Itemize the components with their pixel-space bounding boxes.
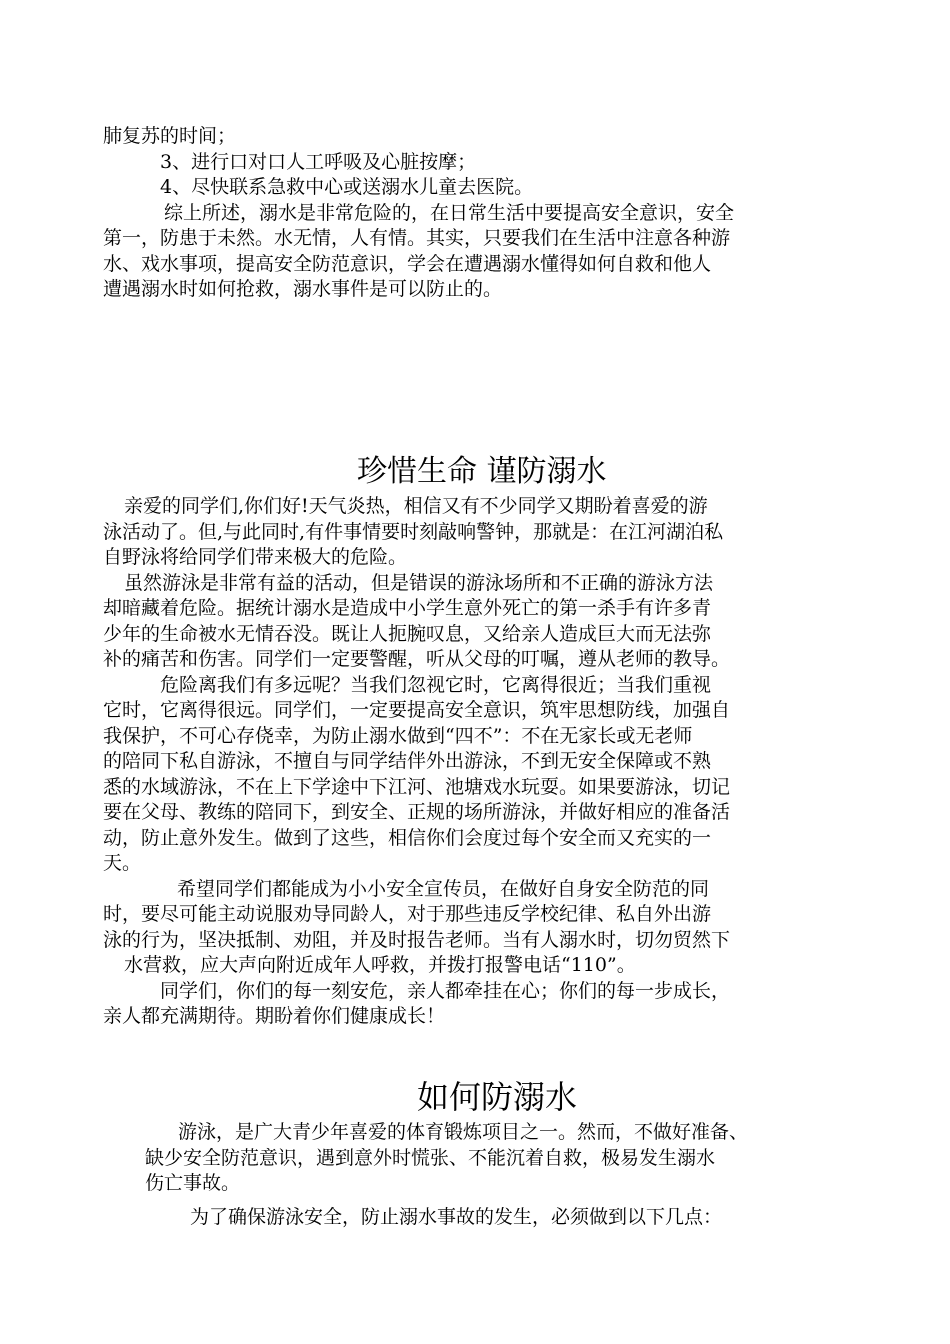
text-line: 综上所述，溺水是非常危险的，在日常生活中要提高安全意识，安全 <box>164 201 735 224</box>
section-title: 如何防溺水 <box>417 1078 578 1116</box>
text-line: 水营救，应大声向附近成年人呼救，并拨打报警电话“110”。 <box>124 954 636 976</box>
text-line: 自野泳将给同学们带来极大的危险。 <box>103 546 408 568</box>
text-line: 同学们，你们的每一刻安危，亲人都牵挂在心；你们的每一步成长， <box>160 979 731 1002</box>
text-line: 亲人都充满期待。期盼着你们健康成长！ <box>103 1005 446 1027</box>
section-body <box>103 494 808 1030</box>
text-line: 为了确保游泳安全，防止溺水事故的发生，必须做到以下几点： <box>190 1205 723 1228</box>
text-line: 伤亡事故。 <box>145 1172 241 1194</box>
text-line: 游泳，是广大青少年喜爱的体育锻炼项目之一。然而，不做好准备、 <box>178 1121 749 1143</box>
text-line: 水、戏水事项，提高安全防范意识，学会在遭遇溺水懂得如何自救和他人 <box>103 252 712 275</box>
text-line: 遭遇溺水时如何抢救，溺水事件是可以防止的。 <box>103 278 503 300</box>
text-line: 要在父母、教练的陪同下，到安全、正规的场所游泳，并做好相应的准备活 <box>103 801 731 823</box>
text-line: 缺少安全防范意识，遇到意外时慌张、不能沉着自救，极易发生溺水 <box>145 1146 716 1169</box>
text-line: 少年的生命被水无情吞没。既让人扼腕叹息，又给亲人造成巨大而无法弥 <box>103 622 712 645</box>
text-line: 希望同学们都能成为小小安全宣传员，在做好自身安全防范的同 <box>177 877 710 900</box>
section-body <box>145 1120 825 1230</box>
text-line: 肺复苏的时间； <box>103 125 237 147</box>
text-line: 动，防止意外发生。做到了这些，相信你们会度过每个安全而又充实的一 <box>103 826 712 849</box>
text-line: 亲爱的同学们,你们好!天气炎热，相信又有不少同学又期盼着喜爱的游 <box>124 495 708 517</box>
text-line: 泳的行为，坚决抵制、劝阻，并及时报告老师。当有人溺水时，切勿贸然下 <box>103 928 731 951</box>
text-line: 它时，它离得很远。同学们，一定要提高安全意识，筑牢思想防线，加强自 <box>103 699 731 721</box>
text-line: 的陪同下私自游泳，不擅自与同学结伴外出游泳，不到无安全保障或不熟 <box>103 750 712 772</box>
text-line: 时，要尽可能主动说服劝导同龄人，对于那些违反学校纪律、私自外出游 <box>103 903 712 925</box>
text-line: 我保护，不可心存侥幸，为防止溺水做到“四不”：不在无家长或无老师 <box>103 724 693 747</box>
section-title: 珍惜生命 谨防溺水 <box>357 454 607 489</box>
text-line: 补的痛苦和伤害。同学们一定要警醒，听从父母的叮嘱，遵从老师的教导。 <box>103 648 731 670</box>
text-line: 虽然游泳是非常有益的活动，但是错误的游泳场所和不正确的游泳方法 <box>124 571 714 594</box>
text-line: 悉的水域游泳，不在上下学途中下江河、池塘戏水玩耍。如果要游泳，切记 <box>103 775 731 798</box>
text-line: 4、尽快联系急救中心或送溺水儿童去医院。 <box>160 176 534 198</box>
text-line: 却暗藏着危险。据统计溺水是造成中小学生意外死亡的第一杀手有许多青 <box>103 597 712 619</box>
text-line: 第一，防患于未然。水无情，人有情。其实，只要我们在生活中注意各种游 <box>103 227 731 249</box>
text-line: 3、进行口对口人工呼吸及心脏按摩； <box>160 150 477 173</box>
text-line: 泳活动了。但,与此同时,有件事情要时刻敲响警钟，那就是：在江河湖泊私 <box>103 520 724 543</box>
closing-paragraph-block <box>103 124 808 303</box>
text-line: 危险离我们有多远呢？当我们忽视它时，它离得很近；当我们重视 <box>160 673 712 696</box>
text-line: 天。 <box>103 852 142 874</box>
